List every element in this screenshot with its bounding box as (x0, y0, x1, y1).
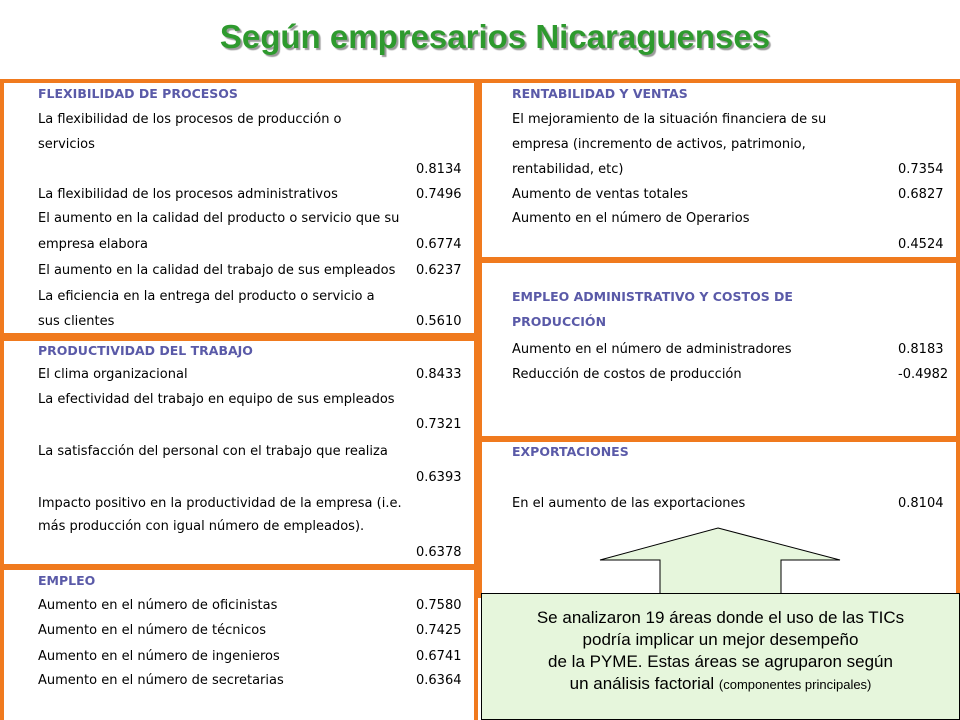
flexibilidad-line: empresa elabora (38, 237, 148, 252)
panel-exportaciones (478, 438, 960, 598)
productividad-value: 0.6393 (416, 470, 462, 485)
page-title: Según empresarios Nicaraguenses (219, 18, 771, 55)
exportaciones-value: 0.8104 (898, 496, 944, 511)
rentabilidad-line: Aumento de ventas totales (512, 187, 688, 202)
productividad-line: El clima organizacional (38, 367, 188, 382)
empleo-admin-value: -0.4982 (898, 367, 949, 382)
empleo-line: Aumento en el número de oficinistas (38, 598, 278, 613)
exportaciones-line: En el aumento de las exportaciones (512, 496, 746, 511)
flexibilidad-line: servicios (38, 137, 95, 152)
rentabilidad-line: El mejoramiento de la situación financiera de su (512, 112, 827, 127)
empleo-admin-line: Aumento en el número de administradores (512, 342, 792, 357)
empleo-value: 0.6741 (416, 649, 462, 664)
rentabilidad-value: 0.6827 (898, 187, 944, 202)
callout-line: podría implicar un mejor desempeño (582, 630, 859, 649)
callout-line: de la PYME. Estas áreas se agruparon según (548, 652, 893, 671)
empleo-line: Aumento en el número de técnicos (38, 623, 266, 638)
productividad-line: más producción con igual número de empleados). (38, 519, 365, 534)
flexibilidad-value: 0.6237 (416, 263, 462, 278)
productividad-line: La satisfacción del personal con el trabajo que realiza (38, 444, 388, 459)
flexibilidad-line: La eficiencia en la entrega del producto o servicio a (38, 289, 375, 304)
rentabilidad-line: rentabilidad, etc) (512, 162, 624, 177)
flexibilidad-line: La flexibilidad de los procesos de producción o (38, 112, 342, 127)
productividad-value: 0.8433 (416, 367, 462, 382)
rentabilidad-line: empresa (incremento de activos, patrimonio, (512, 137, 806, 152)
flexibilidad-header: FLEXIBILIDAD DE PROCESOS (38, 86, 238, 101)
rentabilidad-value: 0.7354 (898, 162, 944, 177)
callout-text: un análisis factorial (569, 674, 715, 693)
empleo-value: 0.7580 (416, 598, 462, 613)
empleo-header: EMPLEO (38, 573, 96, 588)
empleo-line: Aumento en el número de secretarias (38, 673, 284, 688)
panel-empleo (0, 566, 478, 720)
flexibilidad-line: El aumento en la calidad del producto o servicio que su (38, 211, 400, 226)
empleo-admin-header: EMPLEO ADMINISTRATIVO Y COSTOS DE (512, 289, 793, 304)
callout-line-4 (482, 673, 959, 696)
callout-small-text: (componentes principales) (718, 677, 872, 692)
productividad-line: Impacto positivo en la productividad de la empresa (i.e. (38, 496, 402, 511)
empleo-value: 0.7425 (416, 623, 462, 638)
empleo-admin-line: Reducción de costos de producción (512, 367, 742, 382)
productividad-header: PRODUCTIVIDAD DEL TRABAJO (38, 343, 253, 358)
rentabilidad-value: 0.4524 (898, 237, 944, 252)
flexibilidad-line: sus clientes (38, 314, 115, 329)
rentabilidad-line: Aumento en el número de Operarios (512, 211, 750, 226)
callout-line: Se analizaron 19 áreas donde el uso de las TICs (536, 608, 905, 627)
productividad-value: 0.7321 (416, 417, 462, 432)
flexibilidad-line: La flexibilidad de los procesos administrativos (38, 187, 338, 202)
flexibilidad-value: 0.5610 (416, 314, 462, 329)
exportaciones-header: EXPORTACIONES (512, 444, 629, 459)
empleo-line: Aumento en el número de ingenieros (38, 649, 280, 664)
flexibilidad-value: 0.6774 (416, 237, 462, 252)
productividad-value: 0.6378 (416, 545, 462, 560)
rentabilidad-header: RENTABILIDAD Y VENTAS (512, 86, 688, 101)
callout-box (481, 593, 960, 720)
flexibilidad-line: El aumento en la calidad del trabajo de sus empleados (38, 263, 396, 278)
empleo-value: 0.6364 (416, 673, 462, 688)
productividad-line: La efectividad del trabajo en equipo de sus empleados (38, 392, 395, 407)
empleo-admin-value: 0.8183 (898, 342, 944, 357)
empleo-admin-header: PRODUCCIÓN (512, 314, 607, 329)
flexibilidad-value: 0.8134 (416, 162, 462, 177)
flexibilidad-value: 0.7496 (416, 187, 462, 202)
